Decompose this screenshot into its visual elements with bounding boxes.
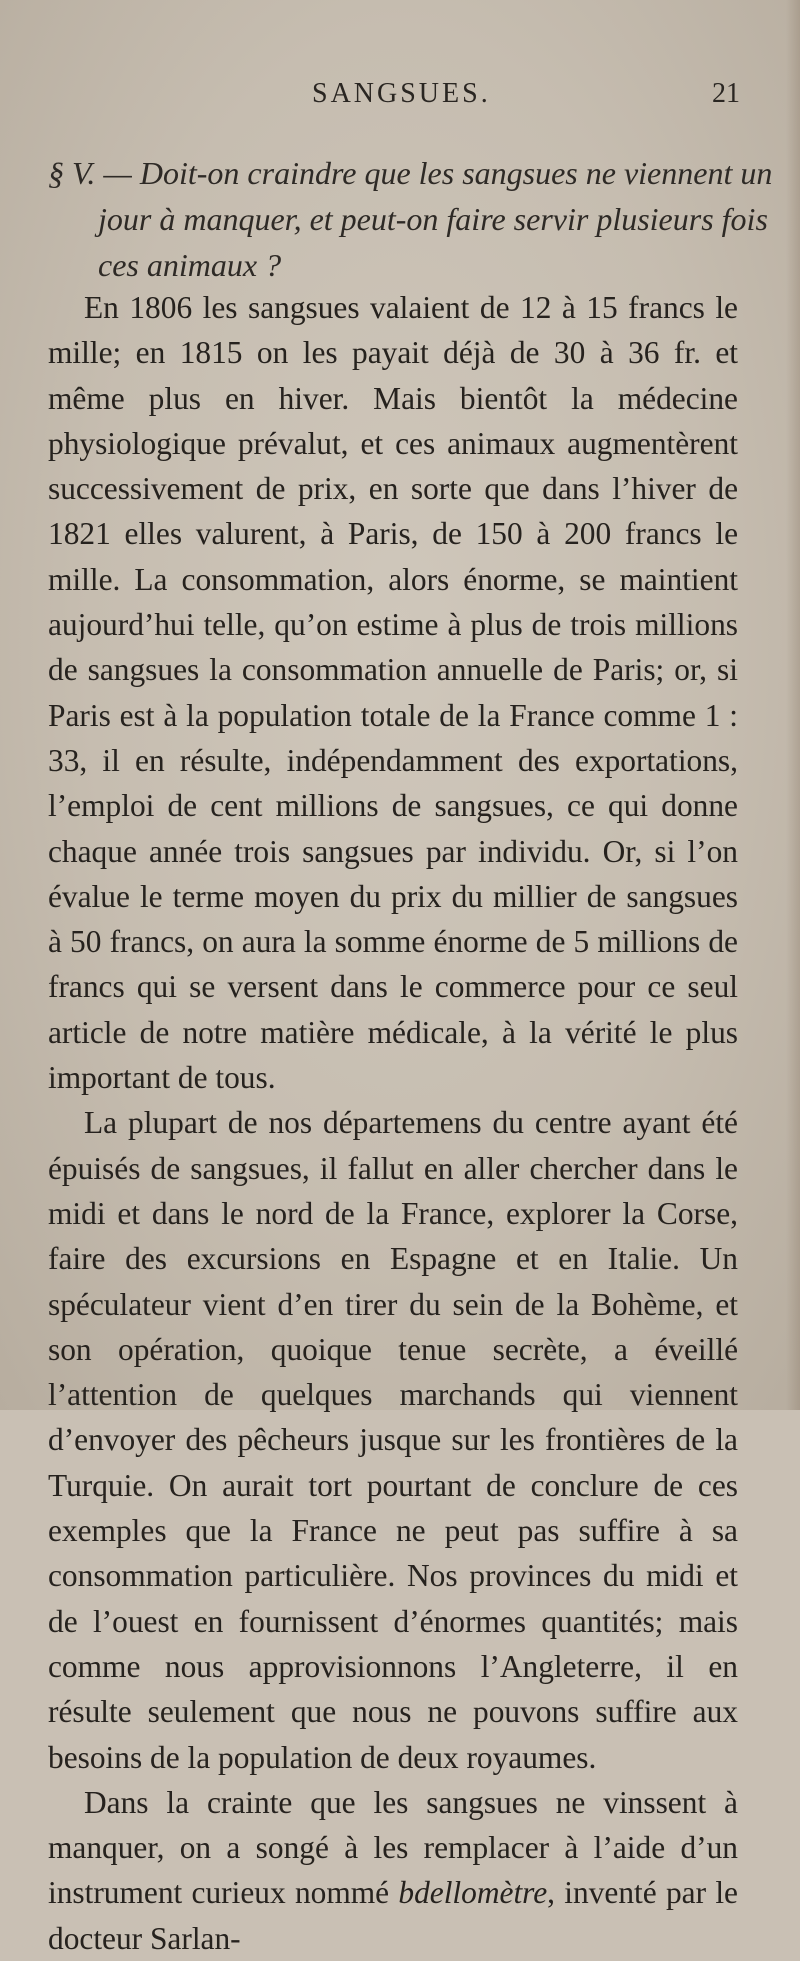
paragraph-bdellometre-end: , inventé par le docteur Sarlan- — [48, 1875, 738, 1956]
page-edge-shadow — [786, 0, 800, 1410]
paragraph-bdellometre-start: Dans la crainte que les sangsues ne vinssent à manquer, on a songé à les remplacer à l’aide d’un instrument curieux nommé — [48, 1784, 738, 1911]
paragraph-supply: La plupart de nos départemens du centre ayant été épuisés de sangsues, il fallut en aller chercher dans le midi et dans le nord de la France, explorer la Corse, faire des excursions en Espagne et en Italie. Un spéculateur vient d’en tirer du sein de la Bohème, et son opération, quoique tenue secrète, a éveillé l’attention de quelques marchands qui viennent d’envoyer des pêcheurs jusque sur les frontières de la Turquie. On aurait tort pourtant de conclure de ces exemples que la France ne peut pas suffire à sa consommation particulière. Nos provinces du midi et de l’ouest en fournissent d’énormes quantités; mais comme nous approvisionnons l’Angleterre, il en résulte seulement que nous ne pouvons suffire aux besoins de la population de deux royaumes. — [48, 1105, 738, 1775]
paragraph-prices: En 1806 les sangsues valaient de 12 à 15 francs le mille; en 1815 on les payait déjà de 30 à 36 fr. et même plus en hiver. Mais bientôt la médecine physiologique prévalut, et ces animaux augmentèrent successivement de prix, en sorte que dans l’hiver de 1821 elles valurent, à Paris, de 150 à 200 francs le mille. La consommation, alors énorme, se maintient aujourd’hui telle, qu’on estime à plus de trois millions de sangsues la consommation annuelle de Paris; or, si Paris est à la population totale de la France comme 1 : 33, il en résulte, indépendamment des exportations, l’emploi de cent millions de sangsues, ce qui donne chaque année trois sangsues par individu. Or, si l’on évalue le terme moyen du prix du millier de sangsues à 50 francs, on aura la somme énorme de 5 millions de francs qui se versent dans le commerce pour ce seul article de notre matière médicale, à la vérité le plus important de tous. — [48, 290, 738, 1096]
section-question: § V. — Doit-on craindre que les sangsues ne viennent un jour à manquer, et peut-on faire servir plusieurs fois ces animaux ? — [48, 155, 773, 283]
body-text — [48, 285, 738, 1961]
bdellometre-term: bdellomètre — [398, 1875, 548, 1911]
running-title: SANGSUES. — [312, 78, 491, 109]
paragraph-bdellometre — [48, 1780, 738, 1961]
page-number: 21 — [712, 78, 740, 109]
page-header — [0, 78, 800, 118]
